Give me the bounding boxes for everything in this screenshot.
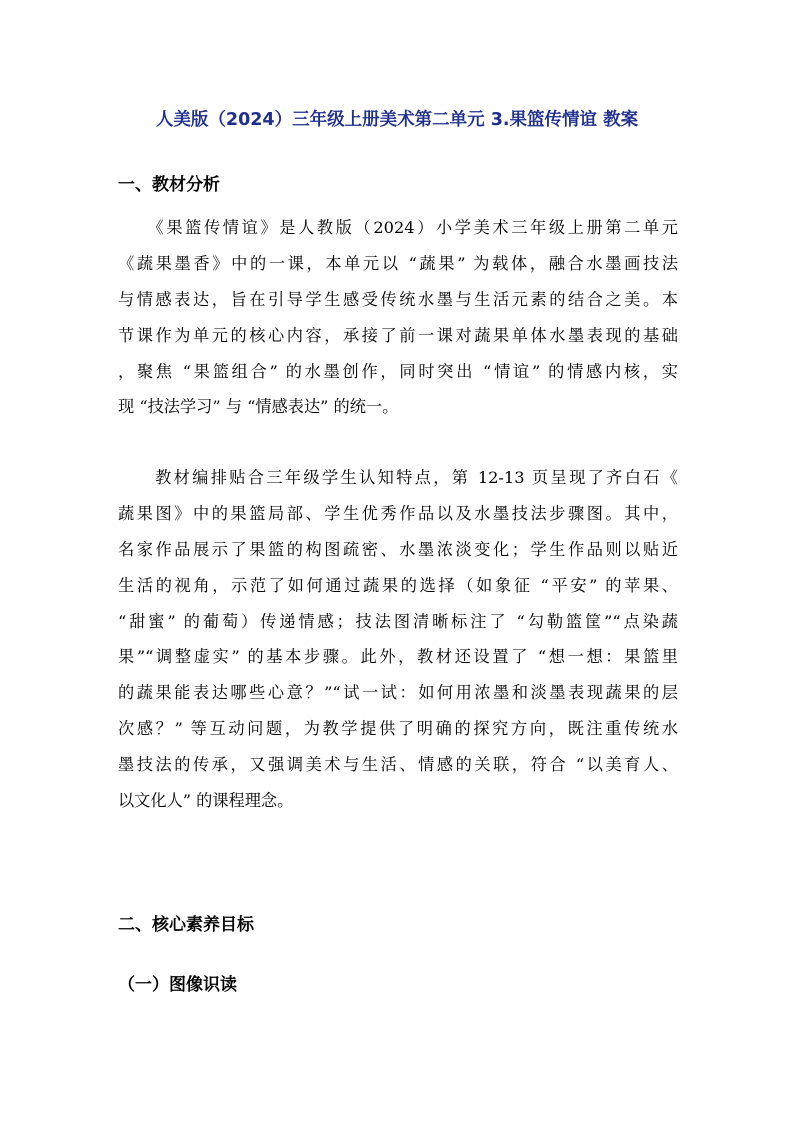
- paragraph-line: 节课作为单元的核心内容，承接了前一课对蔬果单体水墨表现的基础: [118, 325, 678, 345]
- section-heading-textbook-analysis: 一、教材分析: [118, 175, 220, 195]
- paragraph-line: 墨技法的传承，又强调美术与生活、情感的关联，符合 “以美育人、: [118, 755, 678, 775]
- section-heading-core-literacy-goals: 二、核心素养目标: [118, 915, 254, 935]
- paragraph-line: 教材编排贴合三年级学生认知特点，第 12-13 页呈现了齐白石《: [118, 468, 678, 487]
- paragraph-line: 名家作品展示了果篮的构图疏密、水墨浓淡变化；学生作品则以贴近: [118, 539, 678, 559]
- paragraph-line: 现 “技法学习” 与 “情感表达” 的统一。: [118, 397, 399, 417]
- subsection-heading-image-reading: （一）图像识读: [118, 975, 237, 995]
- paragraph-line: 以文化人” 的课程理念。: [118, 791, 294, 811]
- paragraph-line: 《蔬果墨香》中的一课，本单元以 “蔬果” 为载体，融合水墨画技法: [118, 253, 678, 273]
- paragraph-line: 次感？” 等互动问题，为教学提供了明确的探究方向，既注重传统水: [118, 719, 678, 739]
- paragraph-line: 《果篮传情谊》是人教版（2024）小学美术三年级上册第二单元: [118, 218, 678, 237]
- paragraph-line: “甜蜜” 的葡萄）传递情感；技法图清晰标注了 “勾勒篮筐”“点染蔬: [118, 611, 678, 631]
- paragraph-line: ，聚焦 “果篮组合” 的水墨创作，同时突出 “情谊” 的情感内核，实: [118, 361, 678, 381]
- paragraph-line: 蔬果图》中的果篮局部、学生优秀作品以及水墨技法步骤图。其中，: [118, 503, 678, 523]
- paragraph-line: 果”“调整虚实” 的基本步骤。此外，教材还设置了 “想一想：果篮里: [118, 647, 678, 667]
- paragraph-textbook-layout: [118, 460, 678, 819]
- paragraph-line: 的蔬果能表达哪些心意？”“试一试：如何用浓墨和淡墨表现蔬果的层: [118, 683, 678, 703]
- document-title: 人美版（2024）三年级上册美术第二单元 3.果篮传情谊 教案: [155, 110, 639, 130]
- paragraph-line: 与情感表达，旨在引导学生感受传统水墨与生活元素的结合之美。本: [118, 289, 678, 309]
- paragraph-line: 生活的视角，示范了如何通过蔬果的选择（如象征 “平安” 的苹果、: [118, 575, 678, 595]
- paragraph-textbook-overview: [118, 210, 678, 425]
